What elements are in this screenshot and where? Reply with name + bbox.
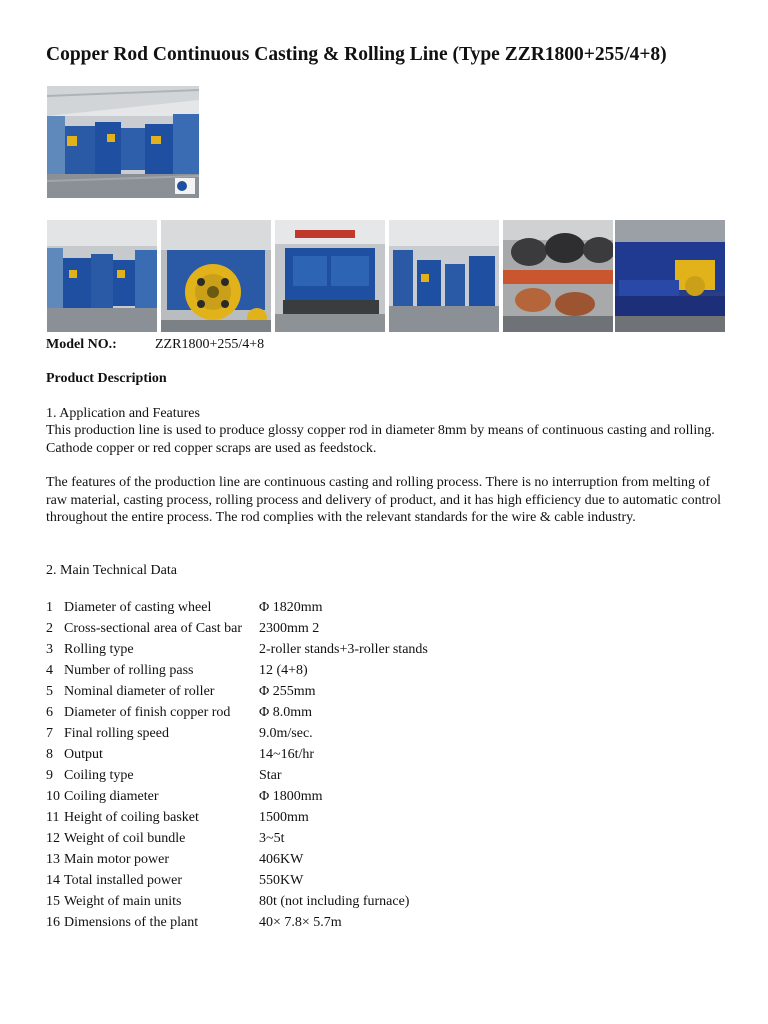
row-label: Dimensions of the plant: [64, 915, 199, 930]
page-title: Copper Rod Continuous Casting & Rolling Line (Type ZZR1800+255/4+8): [46, 44, 667, 65]
row-number: 2: [46, 621, 53, 636]
row-value: 2-roller stands+3-roller stands: [259, 642, 428, 657]
row-label: Diameter of finish copper rod: [64, 705, 231, 720]
row-value: 12 (4+8): [259, 663, 308, 678]
model-label: Model NO.:: [46, 337, 117, 352]
coiling-unit-photo: [615, 220, 725, 332]
row-value: 40× 7.8× 5.7m: [259, 915, 342, 930]
section1-heading: 1. Application and Features: [46, 406, 200, 421]
row-value: 406KW: [259, 852, 304, 867]
row-label: Main motor power: [64, 852, 169, 867]
row-number: 8: [46, 747, 53, 762]
roller-wheel-photo: [161, 220, 271, 332]
row-label: Coiling type: [64, 768, 134, 783]
row-value: 2300mm 2: [259, 621, 320, 636]
row-number: 4: [46, 663, 53, 678]
row-value: Φ 1800mm: [259, 789, 323, 804]
row-number: 11: [46, 810, 60, 825]
row-label: Output: [64, 747, 103, 762]
row-number: 14: [46, 873, 60, 888]
row-label: Cross-sectional area of Cast bar: [64, 621, 243, 636]
paragraph-application: This production line is used to produce glossy copper rod in diameter 8mm by means of continuous casting and rolling. Cathode copper or red copper scraps are used as feedstock.: [46, 423, 715, 456]
row-number: 15: [46, 894, 60, 909]
row-label: Weight of coil bundle: [64, 831, 186, 846]
row-label: Diameter of casting wheel: [64, 600, 212, 615]
production-line-photo: [47, 86, 199, 198]
row-number: 3: [46, 642, 53, 657]
row-label: Final rolling speed: [64, 726, 169, 741]
model-value: ZZR1800+255/4+8: [155, 337, 265, 352]
gearbox-photo: [275, 220, 385, 332]
row-value: 80t (not including furnace): [259, 894, 410, 909]
row-label: Nominal diameter of roller: [64, 684, 215, 699]
row-label: Total installed power: [64, 873, 182, 888]
row-number: 16: [46, 915, 60, 930]
row-value: Star: [259, 768, 282, 783]
row-value: Φ 8.0mm: [259, 705, 313, 720]
row-label: Weight of main units: [64, 894, 182, 909]
row-value: 9.0m/sec.: [259, 726, 313, 741]
row-value: 550KW: [259, 873, 304, 888]
row-value: Φ 1820mm: [259, 600, 323, 615]
row-number: 7: [46, 726, 53, 741]
row-number: 10: [46, 789, 60, 804]
product-description-heading: Product Description: [46, 371, 167, 386]
row-label: Rolling type: [64, 642, 134, 657]
row-number: 12: [46, 831, 60, 846]
row-value: 14~16t/hr: [259, 747, 315, 762]
row-number: 6: [46, 705, 53, 720]
row-label: Number of rolling pass: [64, 663, 194, 678]
row-label: Height of coiling basket: [64, 810, 199, 825]
row-label: Coiling diameter: [64, 789, 159, 804]
rolling-stand-photo: [389, 220, 499, 332]
line-overview-photo: [47, 220, 157, 332]
row-number: 1: [46, 600, 53, 615]
row-number: 13: [46, 852, 60, 867]
copper-rolls-photo: [503, 220, 613, 332]
row-value: Φ 255mm: [259, 684, 316, 699]
paragraph-features: The features of the production line are continuous casting and rolling process. There is no interruption from melting of raw material, casting process, rolling process and delivery of product, and it has high efficiency due to automatic control throughout the entire process. The rod complies with the relevant standards for the wire & cable industry.: [46, 475, 722, 525]
row-number: 9: [46, 768, 53, 783]
row-value: 1500mm: [259, 810, 309, 825]
row-number: 5: [46, 684, 53, 699]
section2-heading: 2. Main Technical Data: [46, 563, 177, 578]
row-value: 3~5t: [259, 831, 285, 846]
